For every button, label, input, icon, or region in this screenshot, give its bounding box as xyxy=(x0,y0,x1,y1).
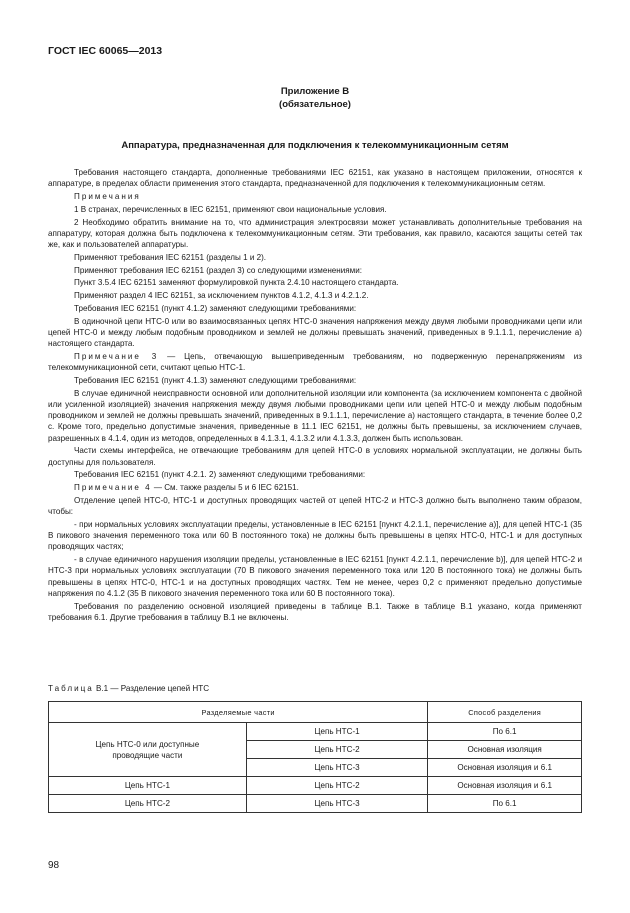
paragraph: Отделение цепей НТС-0, НТС-1 и доступных проводящих частей от цепей НТС-2 и НТС-3 должно быть выполнено таким образом, чтобы: xyxy=(48,495,582,517)
section-title: Аппаратура, предназначенная для подключения к телекоммуникационным сетям xyxy=(121,140,509,151)
separation-table xyxy=(48,701,582,813)
note-4-text: — См. также разделы 5 и 6 IEC 62151. xyxy=(151,483,299,493)
table-cell: По 6.1 xyxy=(428,723,582,741)
note-3-text: — Цепь, отвечающую вышеприведенным требованиям, но подверженную перенапряжениям из телекоммуникационной сети, считают цепью НТС-1. xyxy=(48,351,582,373)
paragraph: Применяют требования IEC 62151 (раздел 3) со следующими изменениями: xyxy=(74,265,363,275)
group-part-text: Цепь НТС-0 или доступные проводящие части xyxy=(95,739,200,760)
paragraph: В одиночной цепи НТС-0 или во взаимосвязанных цепях НТС-0 значения напряжения между двумя любыми проводниками цепи или цепей НТС-0 и между любым подобным проводником и землей не должны превышать значений, приведенных в 9.1.1.1, перечисление а) настоящего стандарта. xyxy=(48,316,582,349)
table-cell: Основная изоляция xyxy=(428,741,582,759)
paragraph: Требования по разделению основной изоляцией приведены в таблице В.1. Также в таблице В.1 указано, когда применяют требования 6.1. Другие требования в таблицу В.1 не включены. xyxy=(48,601,582,622)
table-cell: Цепь НТС-3 xyxy=(246,759,428,777)
document-header: ГОСТ IEC 60065—2013 xyxy=(48,45,163,57)
paragraph: Требования IEC 62151 (пункт 4.1.2) заменяют следующими требованиями: xyxy=(74,303,357,313)
table-cell: Цепь НТС-3 xyxy=(246,795,428,813)
table-header-method: Способ разделения xyxy=(428,702,582,723)
table-cell: Основная изоляция и 6.1 xyxy=(428,777,582,795)
annex-status: (обязательное) xyxy=(279,99,351,110)
table-label: Таблица xyxy=(48,684,94,693)
paragraph: Части схемы интерфейса, не отвечающие требованиям для цепей НТС-0 в условиях нормальной эксплуатации, не должны быть доступны для пользователя. xyxy=(48,446,582,467)
table-caption-text: — Разделение цепей НТС xyxy=(108,684,210,693)
table-cell: По 6.1 xyxy=(428,795,582,813)
table-header-parts: Разделяемые части xyxy=(49,702,428,723)
note-3-label: Примечание 3 xyxy=(74,351,159,361)
note-2: 2 Необходимо обратить внимание на то, что администрация электросвязи может устанавливать дополнительные требования на аппаратуру, которая должна быть подключена к телекоммуникационным сетям. Эти требования, как правило, касаются защиты сетей так же, как и пользователей аппаратуры. xyxy=(48,217,582,249)
table-cell: Основная изоляция и 6.1 xyxy=(428,759,582,777)
note-4-label: Примечание 4 xyxy=(74,483,152,493)
notes-heading: Примечания xyxy=(74,192,141,201)
annex-heading xyxy=(0,85,630,111)
note-4 xyxy=(48,482,582,493)
list-item: - при нормальных условиях эксплуатации пределы, установленные в IEC 62151 [пункт 4.2.1.1, перечисление а)], для цепей НТС-1 (35 В пикового значения переменного тока или 60 В постоянного тока) не должны быть превышены в цепях НТС-0, НТС-1 и для доступных проводящих частях; xyxy=(48,519,582,552)
paragraph: Применяют раздел 4 IEC 62151, за исключением пунктов 4.1.2, 4.1.3 и 4.2.1.2. xyxy=(74,291,369,301)
paragraph: Применяют требования IEC 62151 (разделы 1 и 2). xyxy=(74,252,267,262)
table-cell: Цепь НТС-2 xyxy=(246,741,428,759)
table-cell: Цепь НТС-2 xyxy=(246,777,428,795)
note-1: 1 В странах, перечисленных в IEC 62151, применяют свои национальные условия. xyxy=(74,204,387,214)
table-row xyxy=(49,795,582,813)
paragraph: Требования настоящего стандарта, дополненные требованиями IEC 62151, как указано в настоящем приложении, относятся к аппаратуре, в пределах области применения этого стандарта, предназначенной для подключения к телекоммуникационным сетям. xyxy=(48,168,582,189)
table-caption xyxy=(48,684,209,693)
table-cell: Цепь НТС-1 xyxy=(49,777,247,795)
paragraph: Пункт 3.5.4 IEC 62151 заменяют формулировкой пункта 2.4.10 настоящего стандарта. xyxy=(74,278,399,288)
paragraph: В случае единичной неисправности основной или дополнительной изоляции или компонента (за исключением компонента с двойной или усиленной изоляцией) значения напряжения между двумя любыми проводниками цепи или цепей НТС-0 и между любым подобным проводником и землей не должны превышать значений, приведенных в 9.1.1.1, перечисление а) настоящего стандарта, в течение более 0,2 с. Кроме того, предельно допустимые значения, приведенные в 11.1 IEC 62151, не должны быть превышены, за исключением случаев, разрешенных в 4.1.4, один из методов, определенных в 4.1.3.1, 4.1.3.2 или 4.1.3.3, должен быть использован. xyxy=(48,388,582,443)
table-cell: Цепь НТС-1 xyxy=(246,723,428,741)
paragraph: Требования IEC 62151 (пункт 4.2.1. 2) заменяют следующими требованиями: xyxy=(74,470,366,480)
note-3 xyxy=(48,351,582,373)
table-row xyxy=(49,723,582,741)
list-item: - в случае единичного нарушения изоляции пределы, установленные в IEC 62151 [пункт 4.2.1.1, перечисление b)], для цепей НТС-2 и НТС-3 при нормальных условиях эксплуатации (70 В пикового значения переменного тока или 120 В постоянного тока) не должны быть превышены в цепях НТС-0, НТС-1 и на доступных проводящих частях. Тем не менее, через 0,2 с применяют предельно допустимые напряжения по 4.1.2 (35 В пикового значения переменного тока или 60 В постоянного тока). xyxy=(48,555,582,598)
table-cell-group xyxy=(49,723,247,777)
table-number: В.1 xyxy=(95,684,109,693)
table-row xyxy=(49,777,582,795)
body-text xyxy=(48,167,582,623)
paragraph: Требования IEC 62151 (пункт 4.1.3) заменяют следующими требованиями: xyxy=(74,375,357,385)
table-cell: Цепь НТС-2 xyxy=(49,795,247,813)
notes-label xyxy=(48,191,582,202)
table-header-row xyxy=(49,702,582,723)
annex-title: Приложение В xyxy=(280,86,350,97)
page-number: 98 xyxy=(48,860,60,871)
